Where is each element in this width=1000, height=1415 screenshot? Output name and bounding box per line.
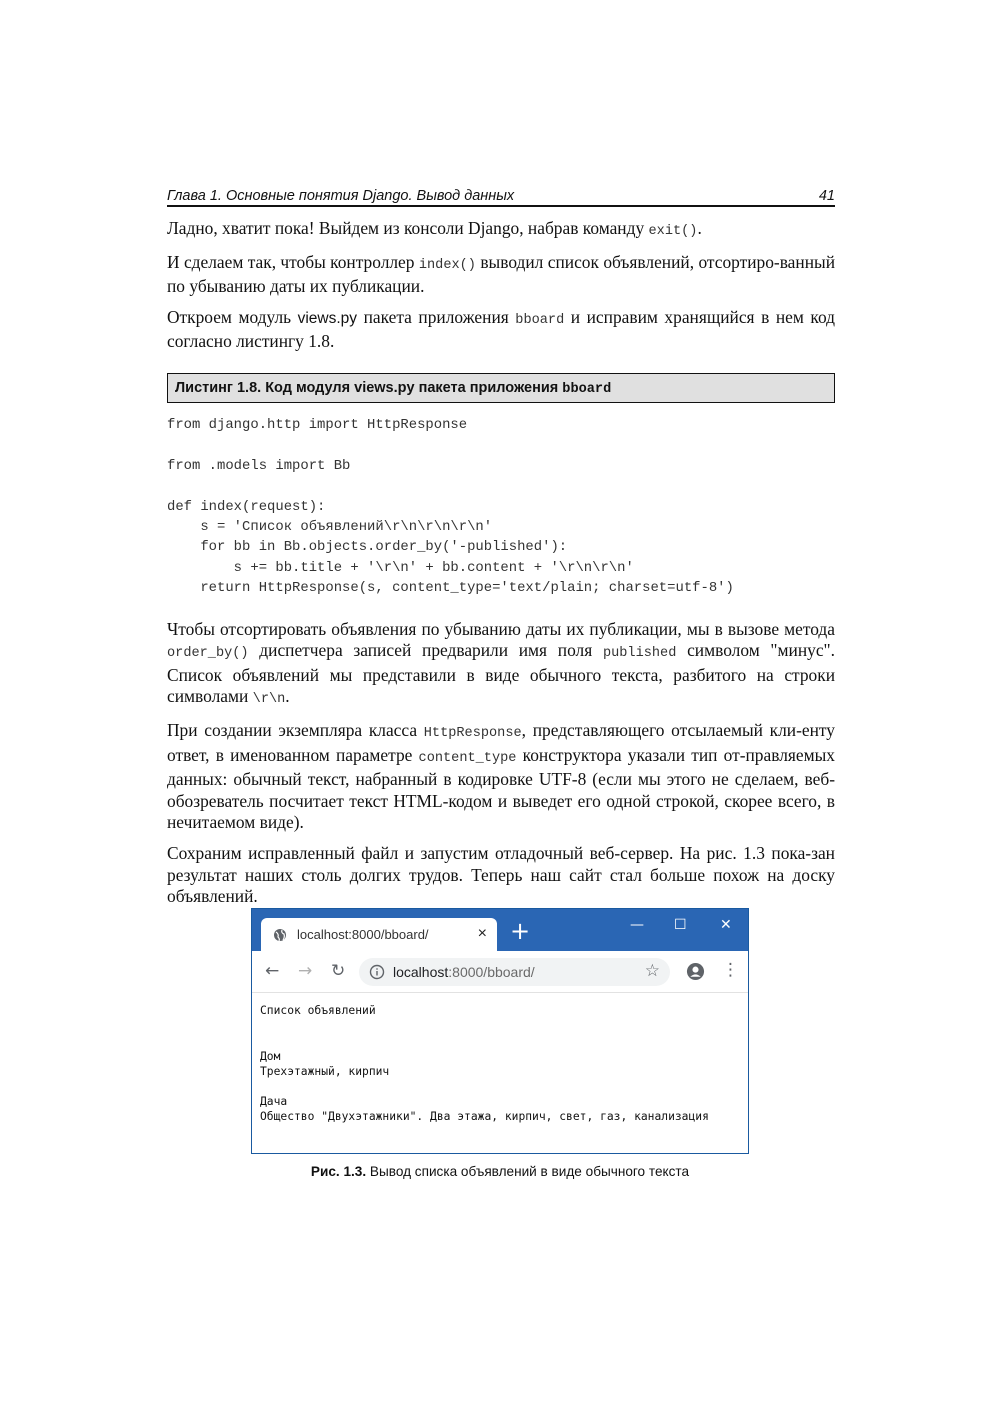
new-tab-icon[interactable]: + [510,917,531,945]
paragraph-text: символом "минус". Список объявлений мы представили в виде обычного текста, разбитого на строки символами [167,640,835,707]
code-listing: from django.http import HttpResponse from .models import Bb def index(request): s = 'Список объявлений\r\n\r\n\r\n' for bb in Bb.objects.order_by('-published'): s += bb.title + '\r\n' + bb.content + '\r\n\r\n' return HttpResponse(s, content_type='text/plain; charset=utf-8') [167,416,734,597]
tab-close-icon[interactable]: × [477,925,487,942]
paragraph-open-module [167,307,835,353]
listing-title-text: Листинг 1.8. Код модуля [175,379,355,396]
inline-code: \r\n [252,692,286,708]
url-path: :8000/bboard/ [448,964,535,980]
paragraph-text: Чтобы отсортировать объявления по убыванию даты их публикации, мы в вызове метода [167,618,835,639]
inline-code: index() [418,257,476,273]
paragraph-text: и исправим хранящийся в нем код согласно листингу 1.8. [167,306,836,352]
inline-code: bboard [515,312,565,328]
caption-text: Вывод списка объявлений в виде обычного текста [366,1164,690,1179]
paragraph-text: диспетчера записей предварили имя поля [248,640,603,661]
paragraph-result: Сохраним исправленный файл и запустим отладочный веб-сервер. На рис. 1.3 пока-зан результат наших столь долгих трудов. Теперь наш сайт стал больше похож на доску объявлений. [167,842,835,907]
figure-caption [0,1164,1000,1179]
account-icon[interactable] [686,962,705,986]
inline-code: content_type [418,750,517,766]
paragraph-text: И сделаем так, чтобы контроллер [167,251,419,272]
forward-arrow-icon[interactable]: → [298,961,313,981]
address-bar[interactable] [359,958,670,986]
inline-code: published [602,646,677,662]
menu-icon[interactable]: ⋮ [722,960,739,980]
globe-icon [273,928,287,945]
paragraph-text: Откроем модуль [167,306,298,327]
paragraph-text: пакета приложения [357,306,516,327]
inline-code: order_by() [167,646,249,662]
info-icon[interactable] [369,964,385,985]
inline-code: HttpResponse [423,726,522,741]
browser-toolbar [252,951,748,993]
book-page [167,184,835,917]
browser-titlebar [252,909,748,951]
page-number: 41 [818,188,835,204]
paragraph-text: При создании экземпляра класса [167,720,424,740]
maximize-icon[interactable]: ☐ [674,917,687,933]
running-header [167,184,835,207]
paragraph-text: конструктора указали тип от-правляемых данных: обычный текст, набранный в кодировке UTF-8 (если мы этого не сделаем, веб-обозреватель посчитает текст HTML-кодом и выведет его одной строкой, скорее всего, в нечитаемом виде). [167,744,835,833]
browser-screenshot [251,908,749,1154]
paragraph-httpresponse [167,720,835,834]
paragraph-text: . [697,218,702,238]
reload-icon[interactable]: ↻ [331,961,346,981]
paragraph-exit [167,218,835,243]
minimize-icon[interactable]: — [630,917,644,933]
inline-code: exit() [648,224,698,239]
page-content: Список объявлений Дом Трехэтажный, кирпич Дача Общество "Двухэтажники". Два этажа, кирпич, свет, газ, канализация [260,1004,709,1124]
paragraph-index [167,252,835,298]
tab-title: localhost:8000/bboard/ [297,927,429,942]
file-name: views.py [297,309,358,327]
chapter-title: Глава 1. Основные понятия Django. Вывод данных [167,188,515,204]
back-arrow-icon[interactable]: ← [265,961,280,981]
paragraph-text: . [285,686,290,707]
caption-label: Рис. 1.3. [310,1164,367,1179]
url-text [393,964,535,980]
listing-title-text: пакета приложения [414,379,563,396]
listing-file-name: views.py [354,379,415,396]
listing-code-name: bboard [562,381,612,397]
browser-tab[interactable] [261,918,497,951]
paragraph-text: , представляющего отсылаемый кли-енту ответ, в именованном параметре [167,720,835,765]
paragraph-text: выводил список объявлений, отсортиро-ванный по убыванию даты их публикации. [167,251,835,297]
paragraph-text: Ладно, хватит пока! Выйдем из консоли Django, набрав команду [167,218,649,238]
window-close-icon[interactable]: ✕ [720,917,732,933]
url-host: localhost [393,964,449,980]
paragraph-sorting [167,619,835,711]
bookmark-star-icon[interactable]: ☆ [644,961,660,981]
listing-title [167,373,835,403]
